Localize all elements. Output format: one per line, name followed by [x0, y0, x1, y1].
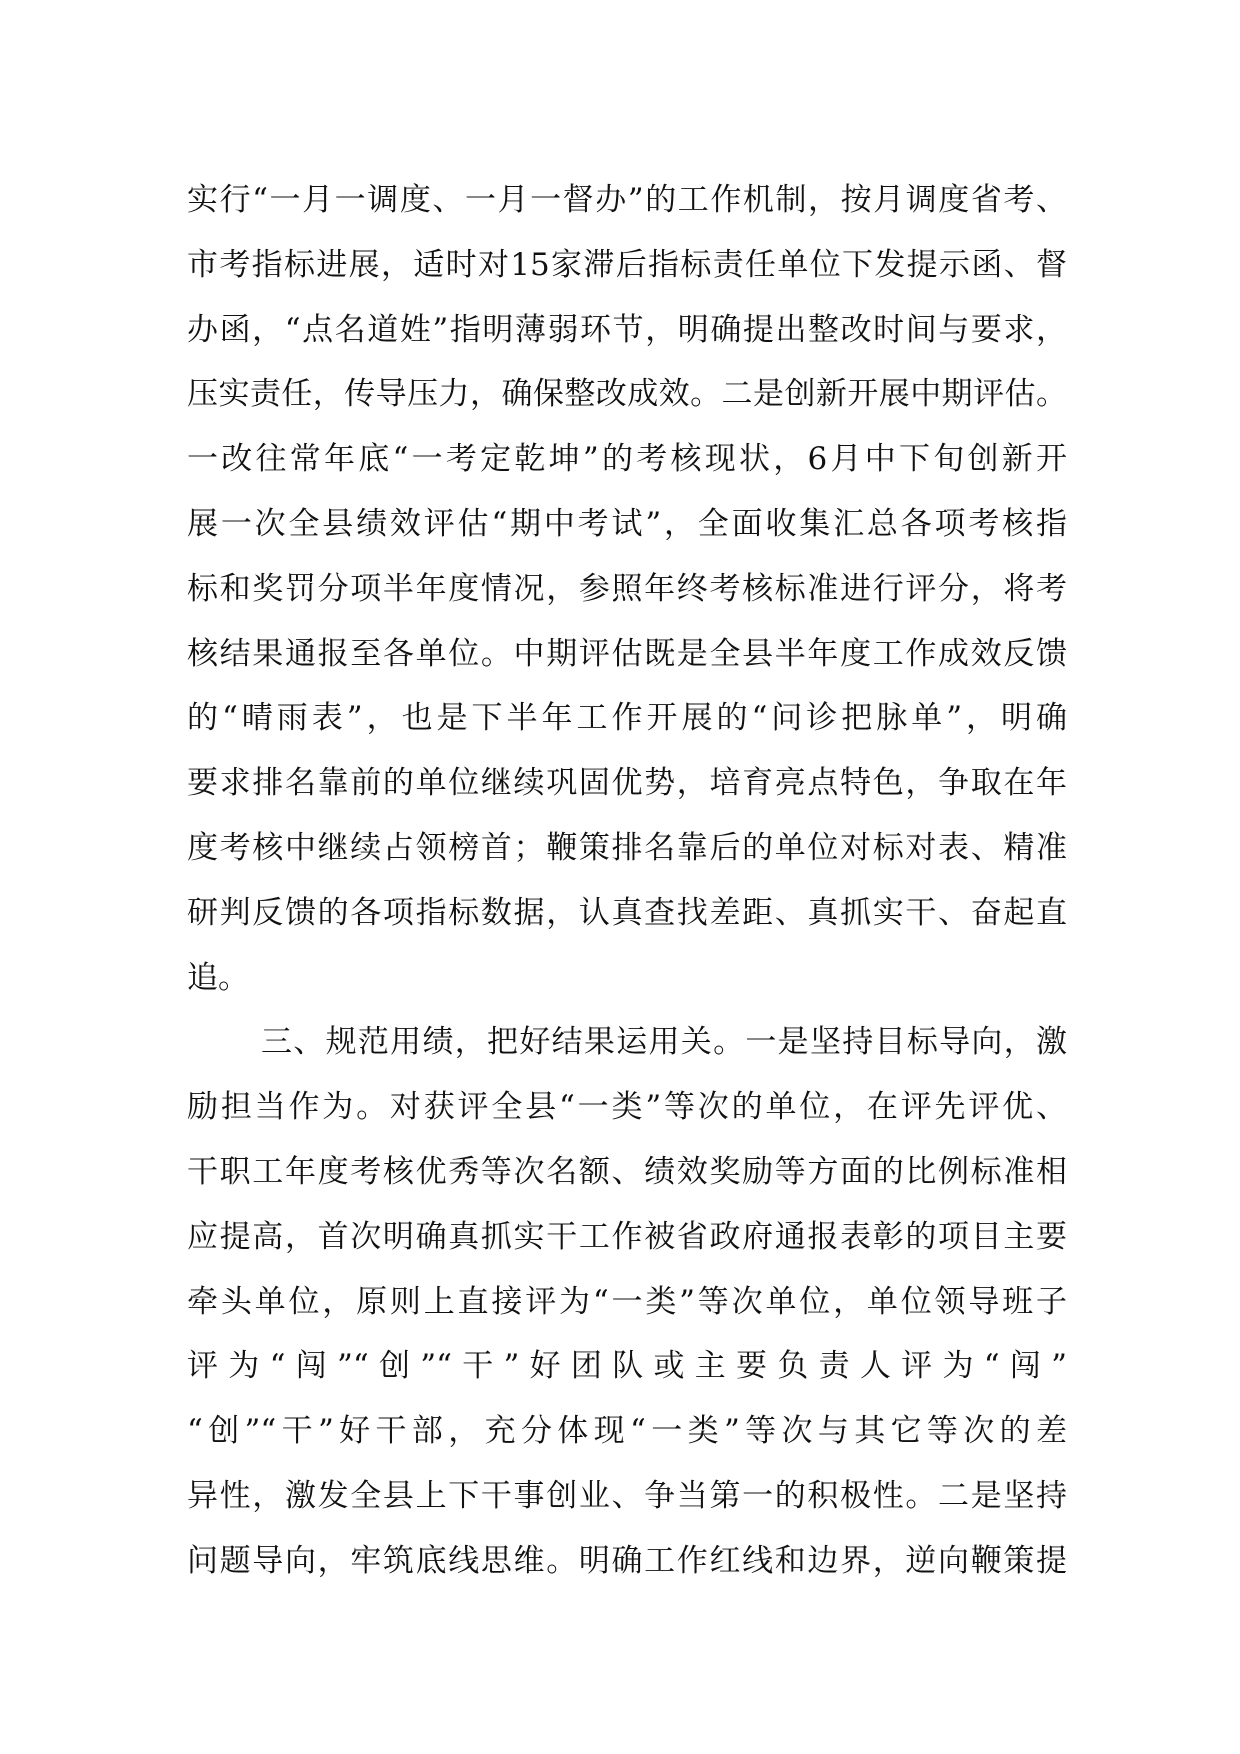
text-line: 研判反馈的各项指标数据，认真查找差距、真抓实干、奋起直 [187, 894, 1067, 931]
text-line: “创”“干”好干部，充分体现“一类”等次与其它等次的差 [187, 1413, 1067, 1450]
text-line: 展一次全县绩效评估“期中考试”，全面收集汇总各项考核指 [187, 505, 1067, 542]
text-line: 牵头单位，原则上直接评为“一类”等次单位，单位领导班子 [187, 1283, 1067, 1320]
text-line: 压实责任，传导压力，确保整改成效。二是创新开展中期评估。 [187, 376, 1067, 413]
text-line: 一改往常年底“一考定乾坤”的考核现状，6月中下旬创新开 [187, 441, 1067, 478]
text-line: 核结果通报至各单位。中期评估既是全县半年度工作成效反馈 [187, 635, 1067, 672]
text-line: 异性，激发全县上下干事创业、争当第一的积极性。二是坚持 [187, 1477, 1067, 1514]
text-line: 问题导向，牢筑底线思维。明确工作红线和边界，逆向鞭策提 [187, 1542, 1067, 1579]
text-line: 度考核中继续占领榜首；鞭策排名靠后的单位对标对表、精准 [187, 829, 1067, 866]
paragraph-end-line: 追。 [187, 959, 249, 996]
text-line: 市考指标进展，适时对15家滞后指标责任单位下发提示函、督 [187, 246, 1067, 283]
text-line: 的“晴雨表”，也是下半年工作开展的“问诊把脉单”，明确 [187, 700, 1067, 737]
text-line: 干职工年度考核优秀等次名额、绩效奖励等方面的比例标准相 [187, 1153, 1067, 1190]
text-line: 办函，“点名道姓”指明薄弱环节，明确提出整改时间与要求， [187, 311, 1067, 348]
text-line: 要求排名靠前的单位继续巩固优势，培育亮点特色，争取在年 [187, 765, 1067, 802]
text-line: 励担当作为。对获评全县“一类”等次的单位，在评先评优、 [187, 1089, 1067, 1126]
body-text [187, 168, 1067, 1594]
text-line: 应提高，首次明确真抓实干工作被省政府通报表彰的项目主要 [187, 1218, 1067, 1255]
text-line: 实行“一月一调度、一月一督办”的工作机制，按月调度省考、 [187, 182, 1067, 218]
text-line: 评为“闯”“创”“干”好团队或主要负责人评为“闯” [187, 1348, 1067, 1385]
text-line: 标和奖罚分项半年度情况，参照年终考核标准进行评分，将考 [187, 570, 1067, 607]
section-heading-line: 三、规范用绩，把好结果运用关。一是坚持目标导向，激 [261, 1024, 1067, 1061]
